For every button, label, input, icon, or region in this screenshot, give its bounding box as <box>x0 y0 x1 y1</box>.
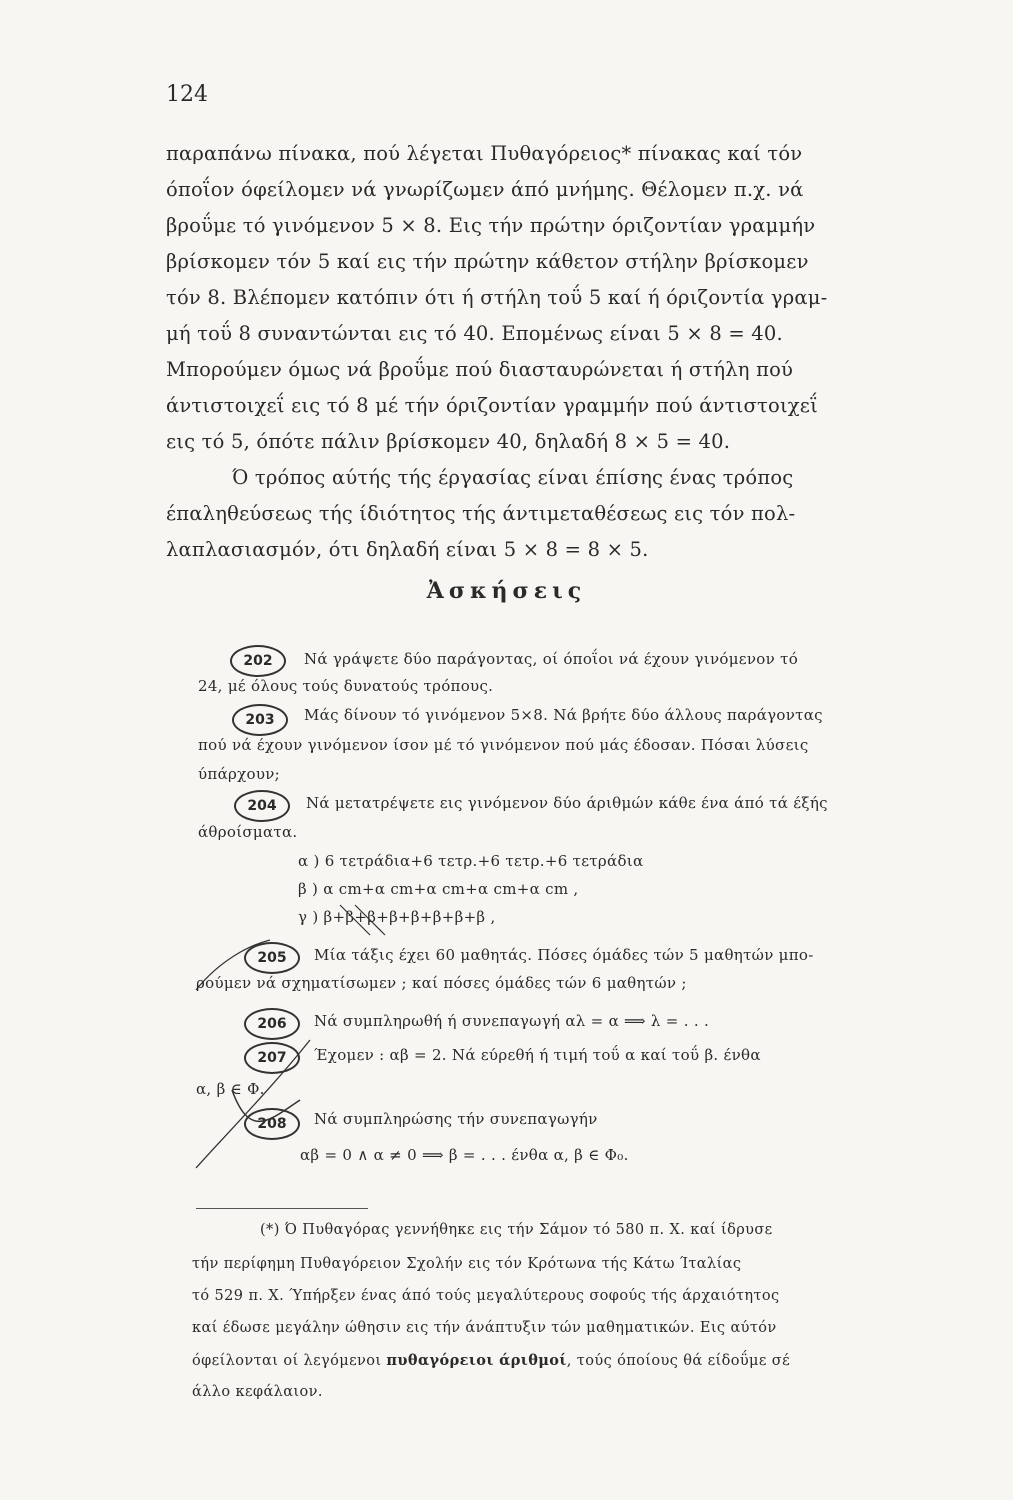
exercise-205-text: Μία τάξις έχει 60 μαθητάς. Πόσες όμάδες τών 5 μαθητών μπο- <box>314 946 814 964</box>
body-line: παραπάνω πίνακα, πού λέγεται Πυθαγόρειος* πίνακας καί τόν <box>166 142 803 165</box>
exercise-204-text: άθροίσματα. <box>198 823 298 841</box>
exercise-207-text: Έχομεν : αβ = 2. Νά εύρεθή ή τιμή τοΰ α καί τοΰ β. ένθα <box>314 1046 761 1064</box>
exercises-heading: Ἀσκήσεις <box>426 578 587 604</box>
exercise-number-207: 207 <box>244 1042 300 1074</box>
footnote-line: τήν περίφημη Πυθαγόρειον Σχολήν εις τόν Κρότωνα τής Κάτω Ίταλίας <box>192 1256 742 1272</box>
exercise-208-text: Νά συμπληρώσης τήν συνεπαγωγήν <box>314 1110 598 1128</box>
exercise-202-text: Νά γράψετε δύο παράγοντας, οί όποΐοι νά έχουν γινόμενον τό <box>304 650 799 668</box>
body-line: μή τοΰ 8 συναντώνται εις τό 40. Επομένως είναι 5 × 8 = 40. <box>166 322 783 345</box>
exercise-number-206: 206 <box>244 1008 300 1040</box>
exercise-number-202: 202 <box>230 645 286 677</box>
body-line: Μπορούμεν όμως νά βροΰμε πού διασταυρώνεται ή στήλη πού <box>166 358 794 381</box>
footnote-rule <box>196 1208 368 1209</box>
exercise-number-204: 204 <box>234 790 290 822</box>
exercise-number-208: 208 <box>244 1108 300 1140</box>
exercise-number-203: 203 <box>232 704 288 736</box>
exercise-204-item-c: γ ) β+β+β+β+β+β+β+β , <box>298 908 496 926</box>
exercise-202-text: 24, μέ όλους τούς δυνατούς τρόπους. <box>198 677 494 695</box>
exercise-208-formula: αβ = 0 ∧ α ≠ 0 ⟹ β = . . . ένθα α, β ∈ Φ₀. <box>300 1146 629 1164</box>
body-line: Ό τρόπος αύτής τής έργασίας είναι έπίσης ένας τρόπος <box>232 466 794 489</box>
footnote-line <box>192 1352 790 1369</box>
exercise-203-text: ύπάρχουν; <box>198 765 281 783</box>
body-line: τόν 8. Βλέπομεν κατόπιν ότι ή στήλη τοΰ 5 καί ή όριζοντία γραμ- <box>166 286 828 309</box>
body-line: βροΰμε τό γινόμενον 5 × 8. Εις τήν πρώτην όριζοντίαν γραμμήν <box>166 214 816 237</box>
footnote-line: τό 529 π. Χ. Ύπήρξεν ένας άπό τούς μεγαλύτερους σοφούς τής άρχαιότητος <box>192 1288 780 1304</box>
footnote-line: καί έδωσε μεγάλην ώθησιν εις τήν άνάπτυξιν τών μαθηματικών. Εις αύτόν <box>192 1320 777 1336</box>
exercise-206-text: Νά συμπληρωθή ή συνεπαγωγή αλ = α ⟹ λ = . . . <box>314 1012 710 1030</box>
body-line: έπαληθεύσεως τής ίδιότητος τής άντιμεταθέσεως εις τόν πολ- <box>166 502 796 525</box>
exercise-207-text: α, β ∈ Φ. <box>196 1080 265 1098</box>
body-line: λαπλασιασμόν, ότι δηλαδή είναι 5 × 8 = 8 × 5. <box>166 538 649 561</box>
page-number: 124 <box>166 82 208 107</box>
body-line: εις τό 5, όπότε πάλιν βρίσκομεν 40, δηλαδή 8 × 5 = 40. <box>166 430 731 453</box>
footnote-text: , τούς όποίους θά είδοΰμε σέ <box>566 1353 791 1369</box>
exercise-205-text: ρούμεν νά σχηματίσωμεν ; καί πόσες όμάδες τών 6 μαθητών ; <box>196 974 687 992</box>
footnote-text: όφείλονται οί λεγόμενοι <box>192 1353 387 1369</box>
footnote-emphasis: πυθαγόρειοι άριθμοί <box>386 1352 567 1369</box>
exercise-204-text: Νά μετατρέψετε εις γινόμενον δύο άριθμών κάθε ένα άπό τά έξής <box>306 794 828 812</box>
exercise-204-item-b: β ) α cm+α cm+α cm+α cm+α cm , <box>298 880 579 898</box>
footnote-line: (*) Ό Πυθαγόρας γεννήθηκε εις τήν Σάμον τό 580 π. Χ. καί ίδρυσε <box>260 1222 773 1238</box>
exercise-204-item-a: α ) 6 τετράδια+6 τετρ.+6 τετρ.+6 τετράδια <box>298 852 644 870</box>
body-line: όποΐον όφείλομεν νά γνωρίζωμεν άπό μνήμης. Θέλομεν π.χ. νά <box>166 178 804 201</box>
exercise-203-text: Μάς δίνουν τό γινόμενον 5×8. Νά βρήτε δύο άλλους παράγοντας <box>304 706 823 724</box>
body-line: βρίσκομεν τόν 5 καί εις τήν πρώτην κάθετον στήλην βρίσκομεν <box>166 250 809 273</box>
body-line: άντιστοιχεΐ εις τό 8 μέ τήν όριζοντίαν γραμμήν πού άντιστοιχεΐ <box>166 394 818 417</box>
exercise-203-text: πού νά έχουν γινόμενον ίσον μέ τό γινόμενον πού μάς έδοσαν. Πόσαι λύσεις <box>198 736 809 754</box>
exercise-number-205: 205 <box>244 942 300 974</box>
footnote-line: άλλο κεφάλαιον. <box>192 1384 323 1400</box>
